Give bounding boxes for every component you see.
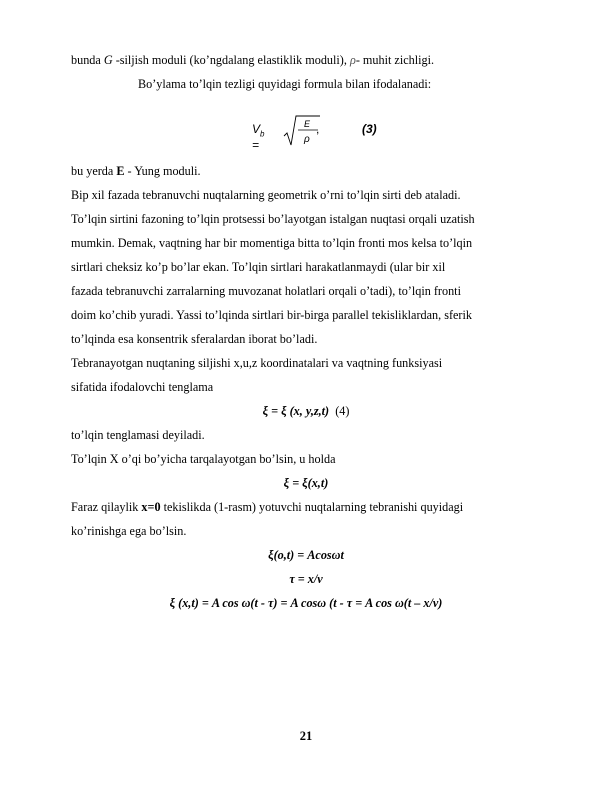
formula-3-numerator: E bbox=[304, 119, 311, 129]
page-number: 21 bbox=[299, 729, 313, 743]
text-line-11: Tebranayotgan nuqtaning siljishi x,u,z koordinatalari va vaqtning funksiyasi bbox=[71, 356, 443, 370]
text-line-3: bu yerda E - Yung moduli. bbox=[71, 164, 201, 178]
text-line-7: sirtlari cheksiz ko’p bo’lar ekan. To’lqin sirtlari harakatlanmaydi (ular bir xil bbox=[71, 260, 446, 274]
text-line-10: to’lqinda esa konsentrik sferalardan iborat bo’ladi. bbox=[71, 332, 318, 346]
text-line-5: To’lqin sirtini fazoning to’lqin protsessi bo’layotgan istalgan nuqtasi orqali uzatish bbox=[71, 212, 475, 226]
formula-3-denominator: ρ bbox=[304, 134, 310, 145]
formula-4-number: (4) bbox=[335, 404, 350, 418]
formula-6 bbox=[0, 548, 612, 563]
text-line-8: fazada tebranuvchi zarralarning muvozanat holatlari orqali o’tadi), to’lqin fronti bbox=[71, 284, 461, 298]
text-line-16: ko’rinishga ega bo’lsin. bbox=[71, 524, 187, 538]
text-line-2: Bo’ylama to’lqin tezligi quyidagi formula bilan ifodalanadi: bbox=[138, 77, 432, 91]
formula-5 bbox=[0, 476, 612, 491]
formula-5-expression: ξ = ξ(x,t) bbox=[283, 476, 329, 490]
text-line-1 bbox=[71, 53, 434, 67]
text-line-14: To’lqin X o’qi bo’yicha tarqalayotgan bo’lsin, u holda bbox=[71, 452, 336, 466]
symbol-rho: ρ bbox=[349, 53, 356, 67]
formula-7-expression: τ = x/v bbox=[289, 572, 323, 586]
formula-8 bbox=[0, 596, 612, 611]
formula-4 bbox=[0, 404, 612, 419]
formula-6-expression: ξ(o,t) = Acosωt bbox=[268, 548, 344, 562]
symbol-x0: x=0 bbox=[141, 500, 161, 514]
text-line-9: doim ko’chib yuradi. Yassi to’lqinda sirtlari bir-birga parallel tekisliklardan, sferik bbox=[71, 308, 472, 322]
text-line-6: mumkin. Demak, vaqtning har bir momentiga bitta to’lqin fronti mos kelsa to’lqin bbox=[71, 236, 473, 250]
text-fragment: - muhit zichligi. bbox=[355, 53, 435, 67]
text-line-4: Bip xil fazada tebranuvchi nuqtalarning geometrik o’rni to’lqin sirti deb ataladi. bbox=[71, 188, 461, 202]
text-fragment: -siljish moduli (ko’ngdalang elastiklik moduli), bbox=[112, 53, 350, 67]
text-fragment: bunda bbox=[71, 53, 104, 67]
formula-3-lhs: $V_b$ = bbox=[252, 122, 265, 153]
formula-8-expression: ξ (x,t) = A cos ω(t - τ) = A cosω (t - τ = A cos ω(t – x/v) bbox=[169, 596, 443, 610]
formula-3-number: (3) bbox=[362, 122, 377, 136]
symbol-E: E bbox=[116, 164, 125, 178]
text-line-15: Faraz qilaylik x=0 tekislikda (1-rasm) yotuvchi nuqtalarning tebranishi quyidagi bbox=[71, 500, 464, 514]
text-line-13: to’lqin tenglamasi deyiladi. bbox=[71, 428, 205, 442]
text-line-12: sifatida ifodalovchi tenglama bbox=[71, 380, 214, 394]
formula-4-expression: ξ = ξ (x, y,z,t) bbox=[262, 404, 330, 418]
formula-3-comma: , bbox=[316, 122, 320, 136]
formula-7 bbox=[0, 572, 612, 587]
symbol-G: G bbox=[103, 53, 113, 67]
